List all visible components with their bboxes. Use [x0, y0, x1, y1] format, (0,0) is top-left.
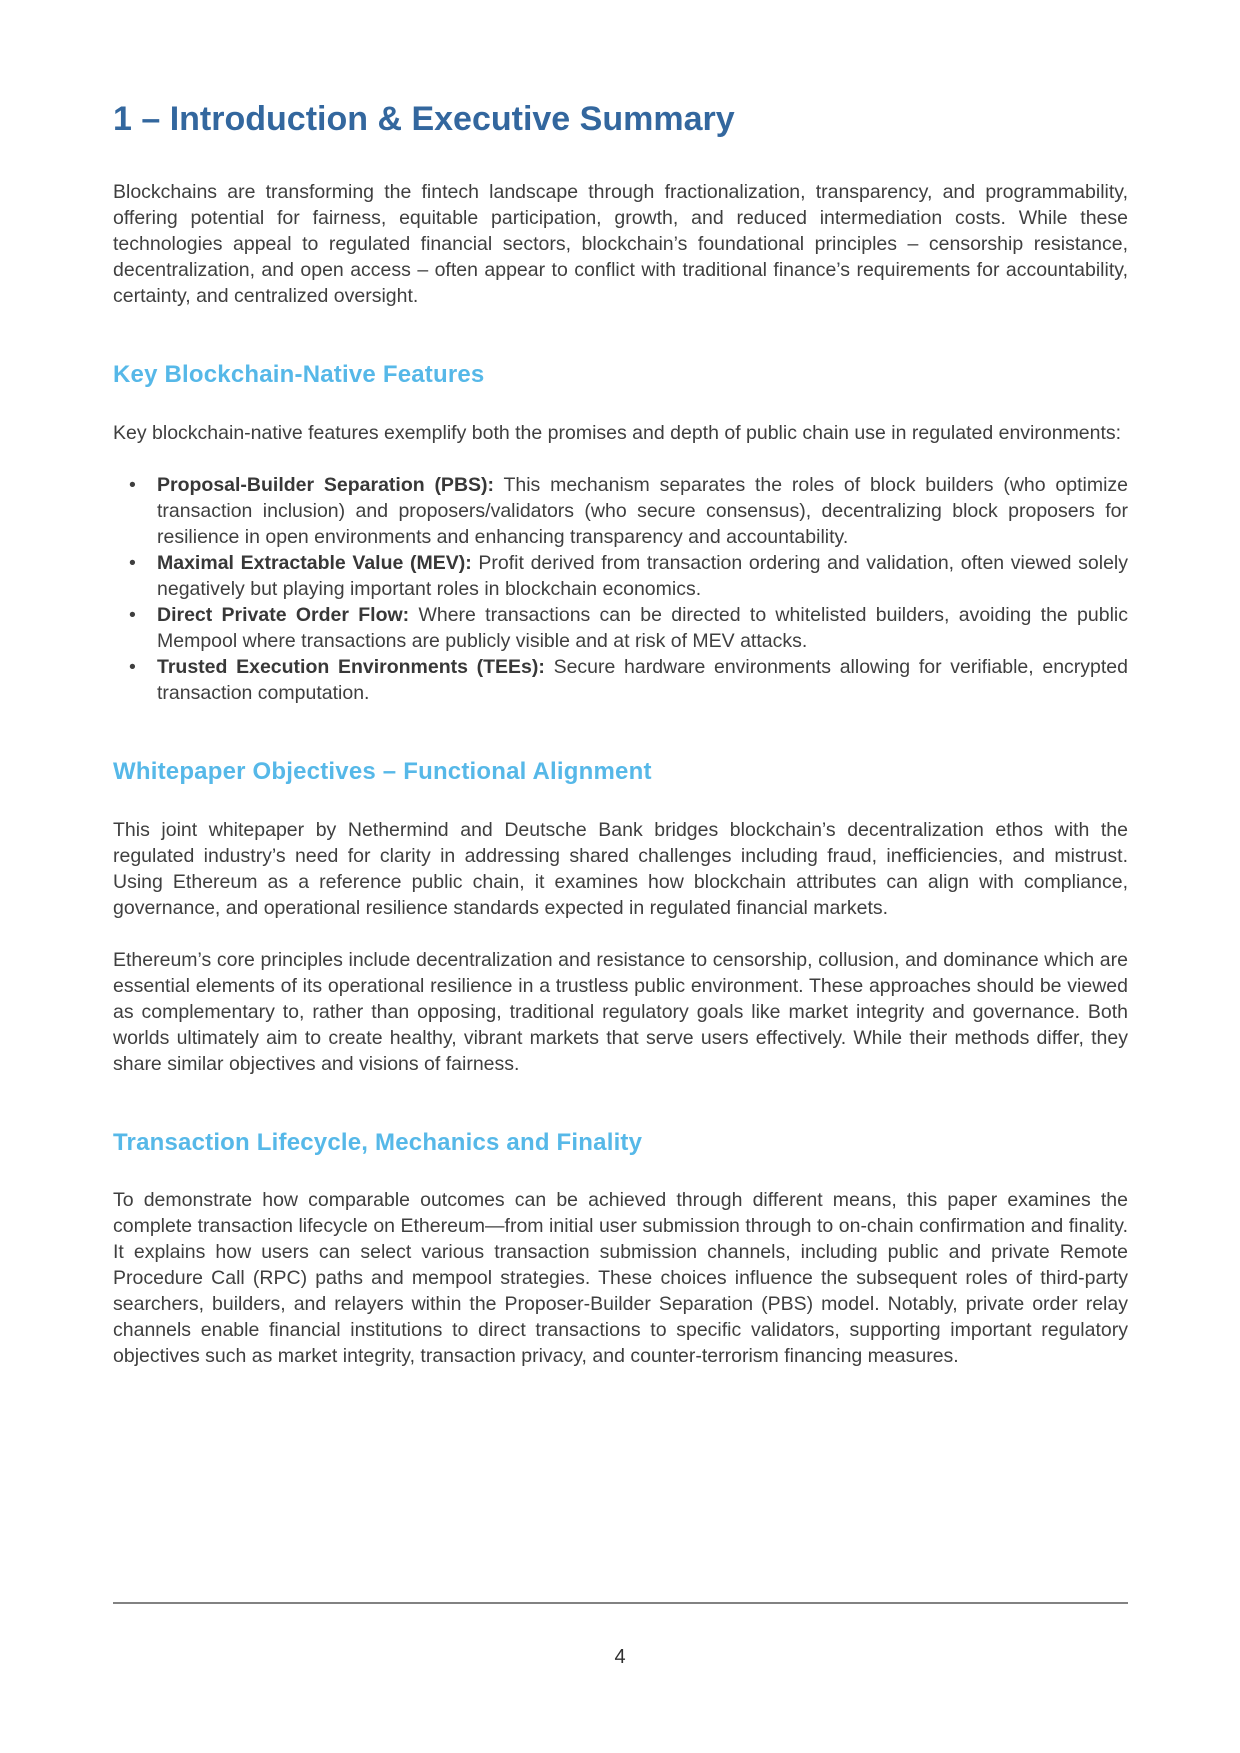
bullet-icon: • [129, 603, 136, 626]
list-item [113, 654, 1128, 706]
list-item [113, 602, 1128, 654]
list-item-text: Where transactions can be directed to whitelisted builders, avoiding the public Mempool where transactions are publicly visible and at risk of MEV attacks. [157, 603, 1128, 652]
list-item-label: Proposal-Builder Separation (PBS): [157, 473, 495, 496]
intro-paragraph: Blockchains are transforming the fintech landscape through fractionalization, transparency, and programmability, offering potential for fairness, equitable participation, growth, and reduced intermediation costs. While these technologies appeal to regulated financial sectors, blockchain’s foundational principles – censorship resistance, decentralization, and open access – often appear to conflict with traditional finance’s requirements for accountability, certainty, and centralized oversight. [113, 181, 1128, 308]
list-item [113, 472, 1128, 550]
objectives-paragraph-1: This joint whitepaper by Nethermind and Deutsche Bank bridges blockchain’s decentralization ethos with the regulated industry’s need for clarity in addressing shared challenges including fraud, inefficiencies, and mistrust. Using Ethereum as a reference public chain, it examines how blockchain attributes can align with compliance, governance, and operational resilience standards expected in regulated financial markets. [113, 818, 1128, 919]
section-heading-transaction-lifecycle: Transaction Lifecycle, Mechanics and Finality [113, 1128, 643, 1156]
bullet-icon: • [129, 473, 136, 496]
key-features-lead-paragraph: Key blockchain-native features exemplify both the promises and depth of public chain use in regulated environments: [113, 421, 1122, 444]
list-item-label: Maximal Extractable Value (MEV): [157, 551, 472, 574]
list-item-text: Profit derived from transaction ordering and validation, often viewed solely negatively but playing important roles in blockchain economics. [157, 551, 1128, 600]
footer-divider [113, 1602, 1128, 1604]
list-item-label: Trusted Execution Environments (TEEs): [157, 655, 545, 678]
page-number: 4 [614, 1646, 626, 1668]
list-item [113, 550, 1128, 602]
lifecycle-paragraph: To demonstrate how comparable outcomes can be achieved through different means, this paper examines the complete transaction lifecycle on Ethereum—from initial user submission through to on-chain confirmation and finality. It explains how users can select various transaction submission channels, including public and private Remote Procedure Call (RPC) paths and mempool strategies. These choices influence the subsequent roles of third-party searchers, builders, and relayers within the Proposer-Builder Separation (PBS) model. Notably, private order relay channels enable financial institutions to direct transactions to specific validators, supporting important regulatory objectives such as market integrity, transaction privacy, and counter-terrorism financing measures. [113, 1189, 1128, 1368]
list-item-label: Direct Private Order Flow: [157, 603, 410, 626]
list-item-text: Secure hardware environments allowing for verifiable, encrypted transaction computation. [157, 655, 1128, 704]
list-item-text: This mechanism separates the roles of block builders (who optimize transaction inclusion) and proposers/validators (who secure consensus), decentralizing block proposers for resilience in open environments and enhancing transparency and accountability. [157, 473, 1128, 548]
feature-list [113, 472, 1128, 706]
section-heading-whitepaper-objectives: Whitepaper Objectives – Functional Alignment [113, 757, 652, 785]
bullet-icon: • [129, 655, 136, 678]
page-title: 1 – Introduction & Executive Summary [113, 100, 735, 138]
bullet-icon: • [129, 551, 136, 574]
section-heading-key-features: Key Blockchain-Native Features [113, 361, 485, 389]
objectives-paragraph-2: Ethereum’s core principles include decentralization and resistance to censorship, collusion, and dominance which are essential elements of its operational resilience in a trustless public environment. These approaches should be viewed as complementary to, rather than opposing, traditional regulatory goals like market integrity and governance. Both worlds ultimately aim to create healthy, vibrant markets that serve users effectively. While their methods differ, they share similar objectives and visions of fairness. [113, 948, 1128, 1075]
